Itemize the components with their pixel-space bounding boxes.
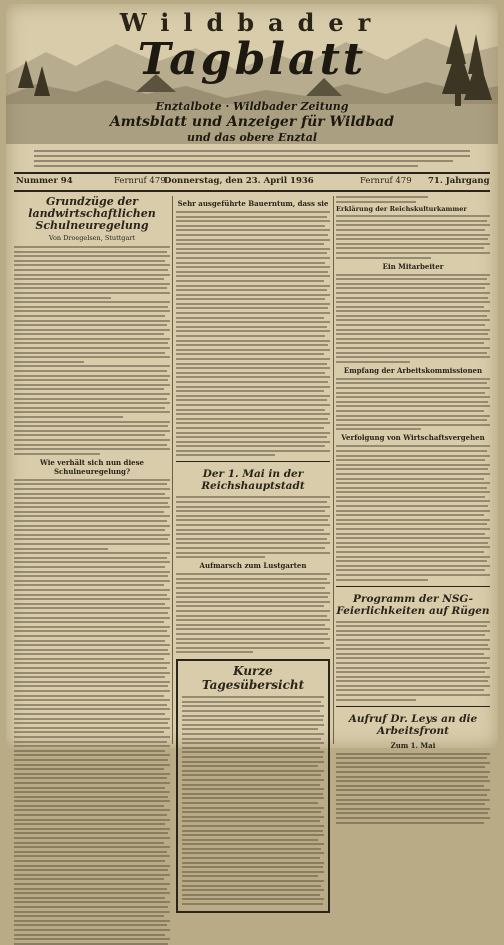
column-rule-2 xyxy=(333,196,334,744)
article-subhead-may-day: Aufmarsch zum Lustgarten xyxy=(199,561,307,571)
column-2-top-heading: Sehr ausgeführte Bauerntum, dass sie xyxy=(177,199,329,208)
masthead-title: Tagblatt xyxy=(137,34,367,85)
article-headline-school: Grundzüge der landwirtschaftlichen Schulneuregelung xyxy=(28,195,156,232)
article-body-col2-top xyxy=(176,211,330,456)
phone-right: Fernruf 479 xyxy=(360,176,412,186)
masthead-subtitle-3: und das obere Enztal xyxy=(186,131,318,144)
article-body-school-part1 xyxy=(14,246,170,455)
article-body-call xyxy=(336,753,490,824)
publisher-imprint xyxy=(34,147,470,170)
article-headline-may-day: Der 1. Mai in der Reichshauptstadt xyxy=(201,468,305,493)
divider xyxy=(336,586,490,587)
article-body-col3-top xyxy=(336,196,490,203)
article-body-school-part2 xyxy=(14,479,170,945)
newspaper-page xyxy=(6,4,498,748)
column-3 xyxy=(336,196,490,750)
heading-culture-chamber: Erklärung der Reichskulturkammer xyxy=(336,205,467,214)
masthead-pretitle: Wildbader xyxy=(119,8,385,37)
article-body-prosecution xyxy=(336,445,490,580)
masthead-subtitle-2: Amtsblatt und Anzeiger für Wildbad xyxy=(109,114,395,130)
divider xyxy=(176,461,330,462)
column-1 xyxy=(14,196,170,744)
article-byline: Von Droegelsen, Stuttgart xyxy=(48,234,136,242)
heading-reception: Empfang der Arbeitskommissionen xyxy=(343,365,483,375)
article-subhead-call: Zum 1. Mai xyxy=(390,740,436,750)
article-headline-call: Aufruf Dr. Leys an die Arbeitsfront xyxy=(348,712,478,737)
heading-contributor: Ein Mitarbeiter xyxy=(382,261,444,271)
issue-date: Donnerstag, den 23. April 1936 xyxy=(164,176,314,186)
column-2 xyxy=(176,196,330,744)
masthead-subtitle-1: Enztalbote · Wildbader Zeitung xyxy=(155,100,349,113)
article-body-contributor xyxy=(336,274,490,363)
news-summary-box xyxy=(176,659,330,912)
issue-number: Nummer 94 xyxy=(16,176,73,186)
article-body-reception xyxy=(336,378,490,431)
column-rule-1 xyxy=(172,196,173,744)
masthead xyxy=(6,4,498,164)
article-body-may-day xyxy=(176,496,330,558)
article-body-program xyxy=(336,621,490,701)
issue-info-bar xyxy=(14,172,490,192)
article-headline-program: Programm der NSG-Feierlichkeiten auf Rügen xyxy=(336,592,490,617)
article-body-may-day-2 xyxy=(176,573,330,653)
phone-left: Fernruf 479 xyxy=(114,176,166,186)
volume-year: 71. Jahrgang xyxy=(428,176,490,186)
section-heading-school: Wie verhält sich nun diese Schulneuregelung? xyxy=(40,457,144,476)
divider xyxy=(336,706,490,707)
article-body-culture-chamber xyxy=(336,215,490,258)
news-summary-title: Kurze Tagesübersicht xyxy=(201,664,305,693)
heading-prosecution: Verfolgung von Wirtschaftsvergehen xyxy=(341,433,485,443)
